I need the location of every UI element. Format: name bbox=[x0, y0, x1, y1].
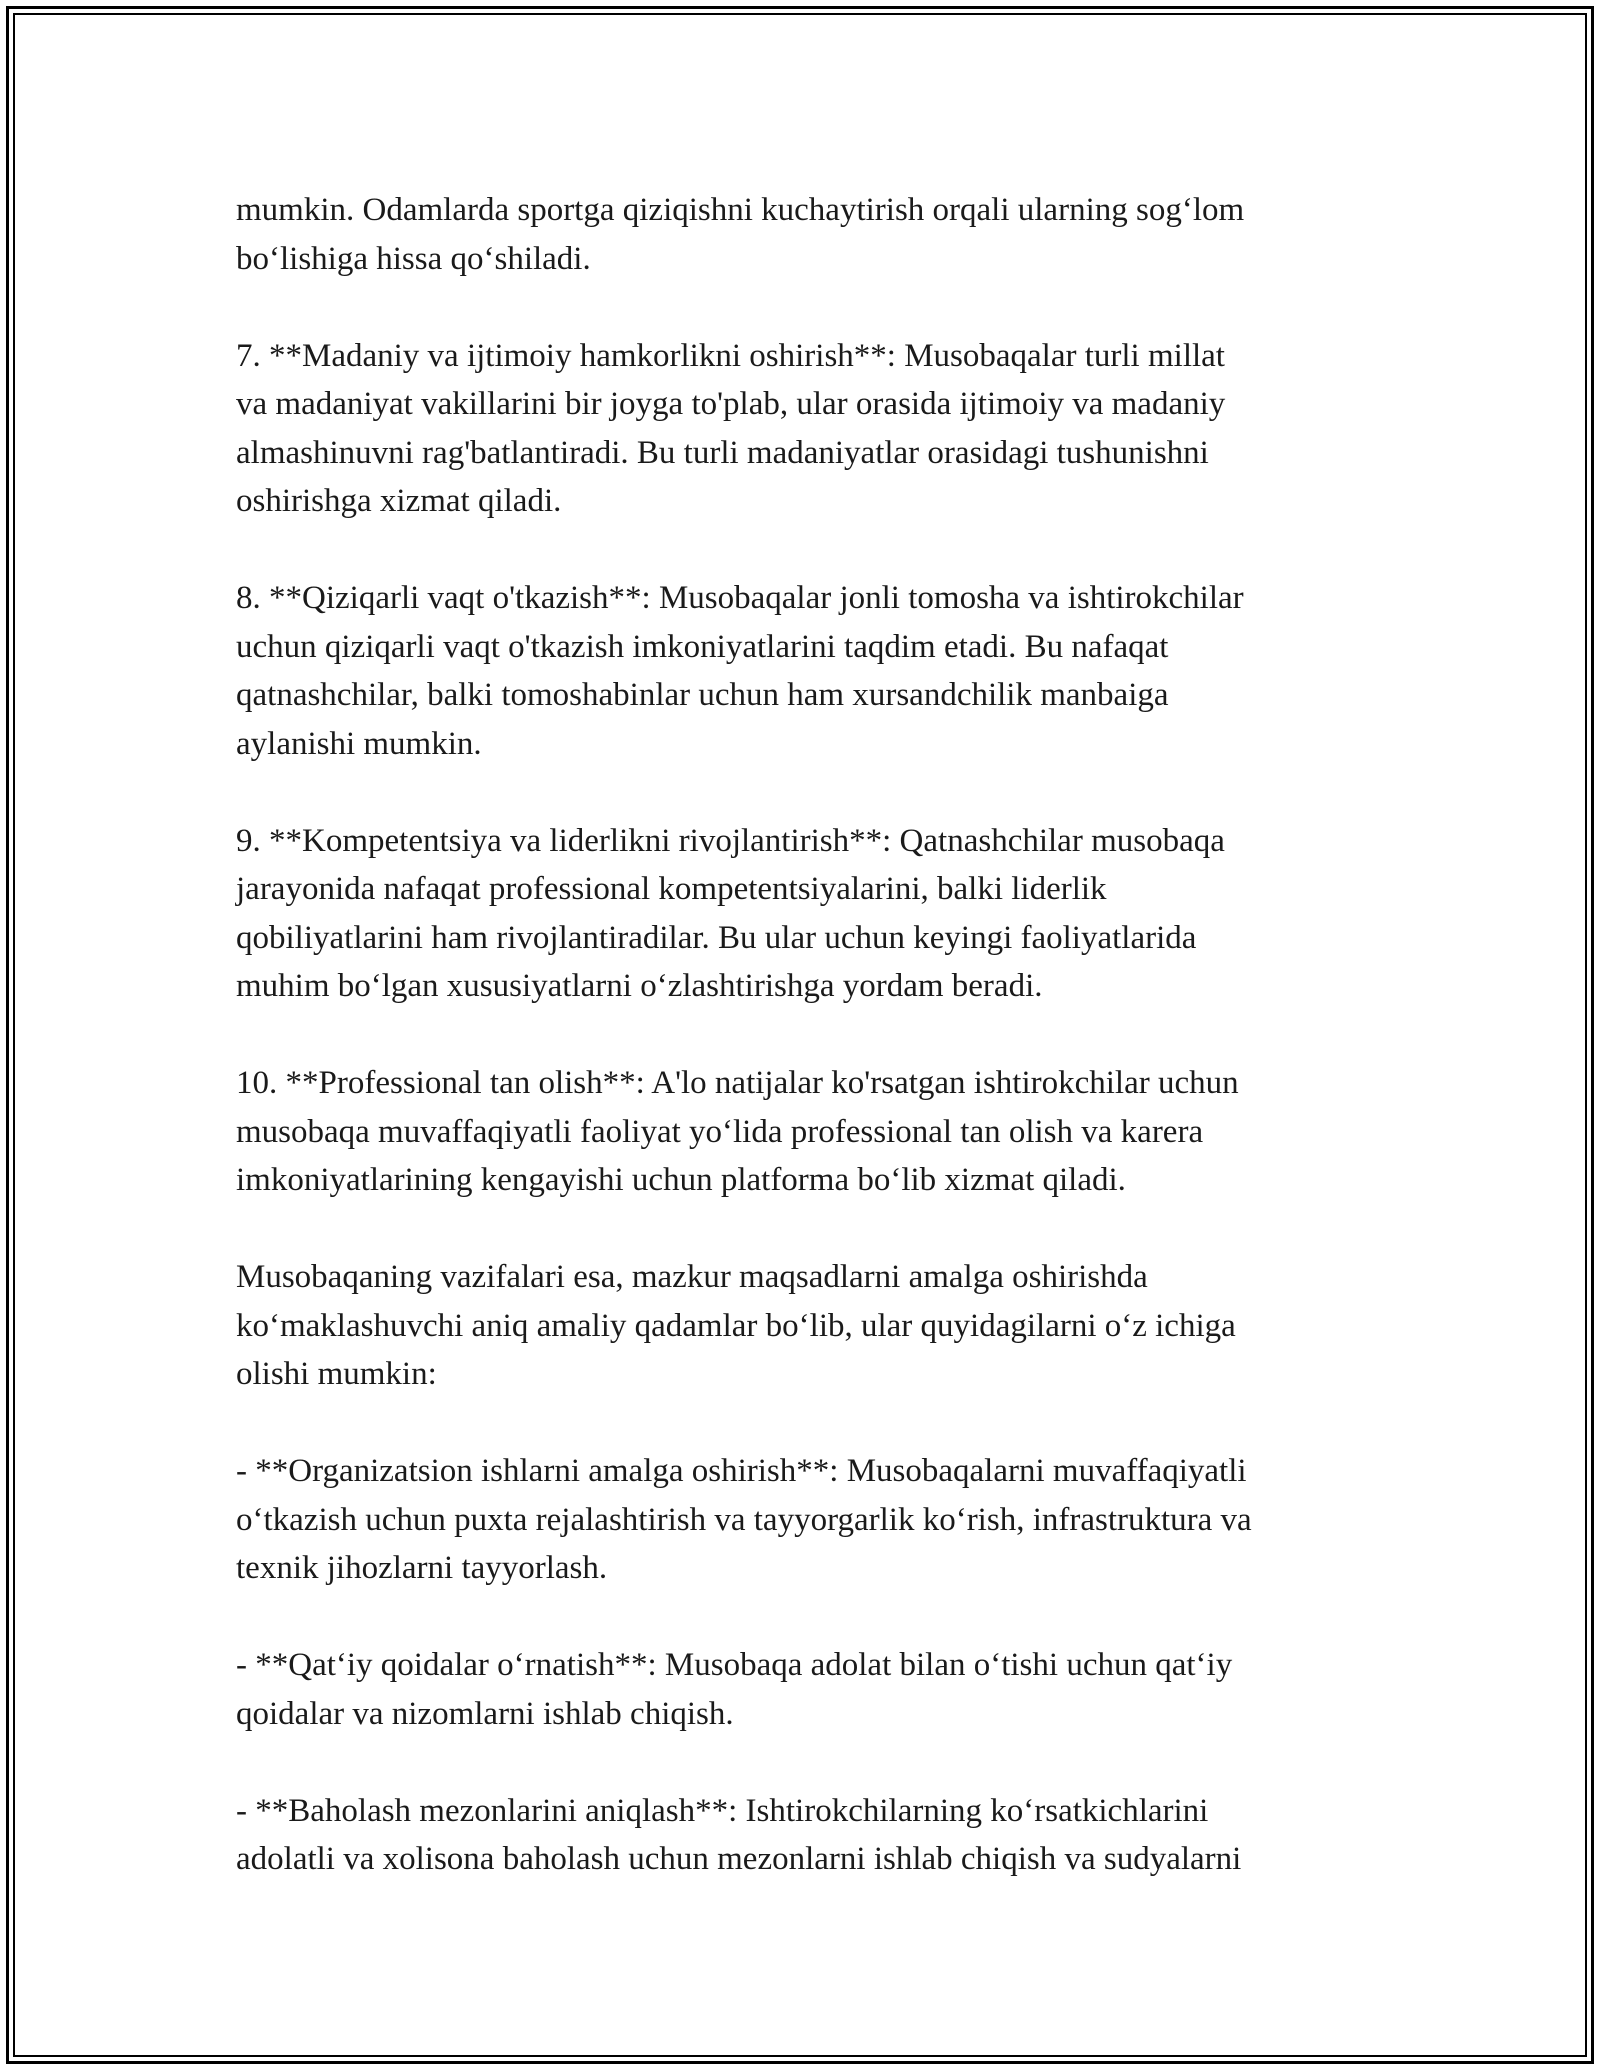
paragraph-sport-health: mumkin. Odamlarda sportga qiziqishni kuchaytirish orqali ularning sog‘lom bo‘lishiga hissa qo‘shiladi. bbox=[236, 192, 1245, 277]
paragraph-item-7: 7. **Madaniy va ijtimoiy hamkorlikni oshirish**: Musobaqalar turli millat va madaniyat vakillarini bir joyga to'plab, ular orasida ijtimoiy va madaniy almashinuvni rag'batlantiradi. Bu turli madaniyatlar orasidagi tushunishni oshirishga xizmat qiladi. bbox=[236, 337, 1226, 519]
bullet-evaluation-criteria: - **Baholash mezonlarini aniqlash**: Ishtirokchilarning ko‘rsatkichlarini adolatli va xolisona baholash uchun mezonlarni ishlab chiqish va sudyalarni bbox=[236, 1792, 1242, 1877]
paragraph-tasks-intro: Musobaqaning vazifalari esa, mazkur maqsadlarni amalga oshirishda ko‘maklashuvchi aniq amaliy qadamlar bo‘lib, ular quyidagilarni o‘z ichiga olishi mumkin: bbox=[236, 1259, 1236, 1392]
bullet-organizational-work: - **Organizatsion ishlarni amalga oshirish**: Musobaqalarni muvaffaqiyatli o‘tkazish uchun puxta rejalashtirish va tayyorgarlik ko‘rish, infrastruktura va texnik jihozlarni tayyorlash. bbox=[236, 1453, 1252, 1586]
bullet-strict-rules: - **Qat‘iy qoidalar o‘rnatish**: Musobaqa adolat bilan o‘tishi uchun qat‘iy qoidalar va nizomlarni ishlab chiqish. bbox=[236, 1647, 1233, 1732]
paragraph-item-8: 8. **Qiziqarli vaqt o'tkazish**: Musobaqalar jonli tomosha va ishtirokchilar uchun qiziqarli vaqt o'tkazish imkoniyatlarini taqdim etadi. Bu nafaqat qatnashchilar, balki tomoshabinlar uchun ham xursandchilik manbaiga aylanishi mumkin. bbox=[236, 580, 1244, 762]
paragraph-item-9: 9. **Kompetentsiya va liderlikni rivojlantirish**: Qatnashchilar musobaqa jarayonida nafaqat professional kompetentsiyalarini, balki liderlik qobiliyatlarini ham rivojlantiradilar. Bu ular uchun keyingi faoliyatlarida muhim bo‘lgan xususiyatlarni o‘zlashtirishga yordam beradi. bbox=[236, 822, 1225, 1004]
document-body bbox=[236, 186, 1376, 1884]
paragraph-item-10: 10. **Professional tan olish**: A'lo natijalar ko'rsatgan ishtirokchilar uchun musobaqa muvaffaqiyatli faoliyat yo‘lida professional tan olish va karera imkoniyatlarining kengayishi uchun platforma bo‘lib xizmat qiladi. bbox=[236, 1065, 1239, 1198]
